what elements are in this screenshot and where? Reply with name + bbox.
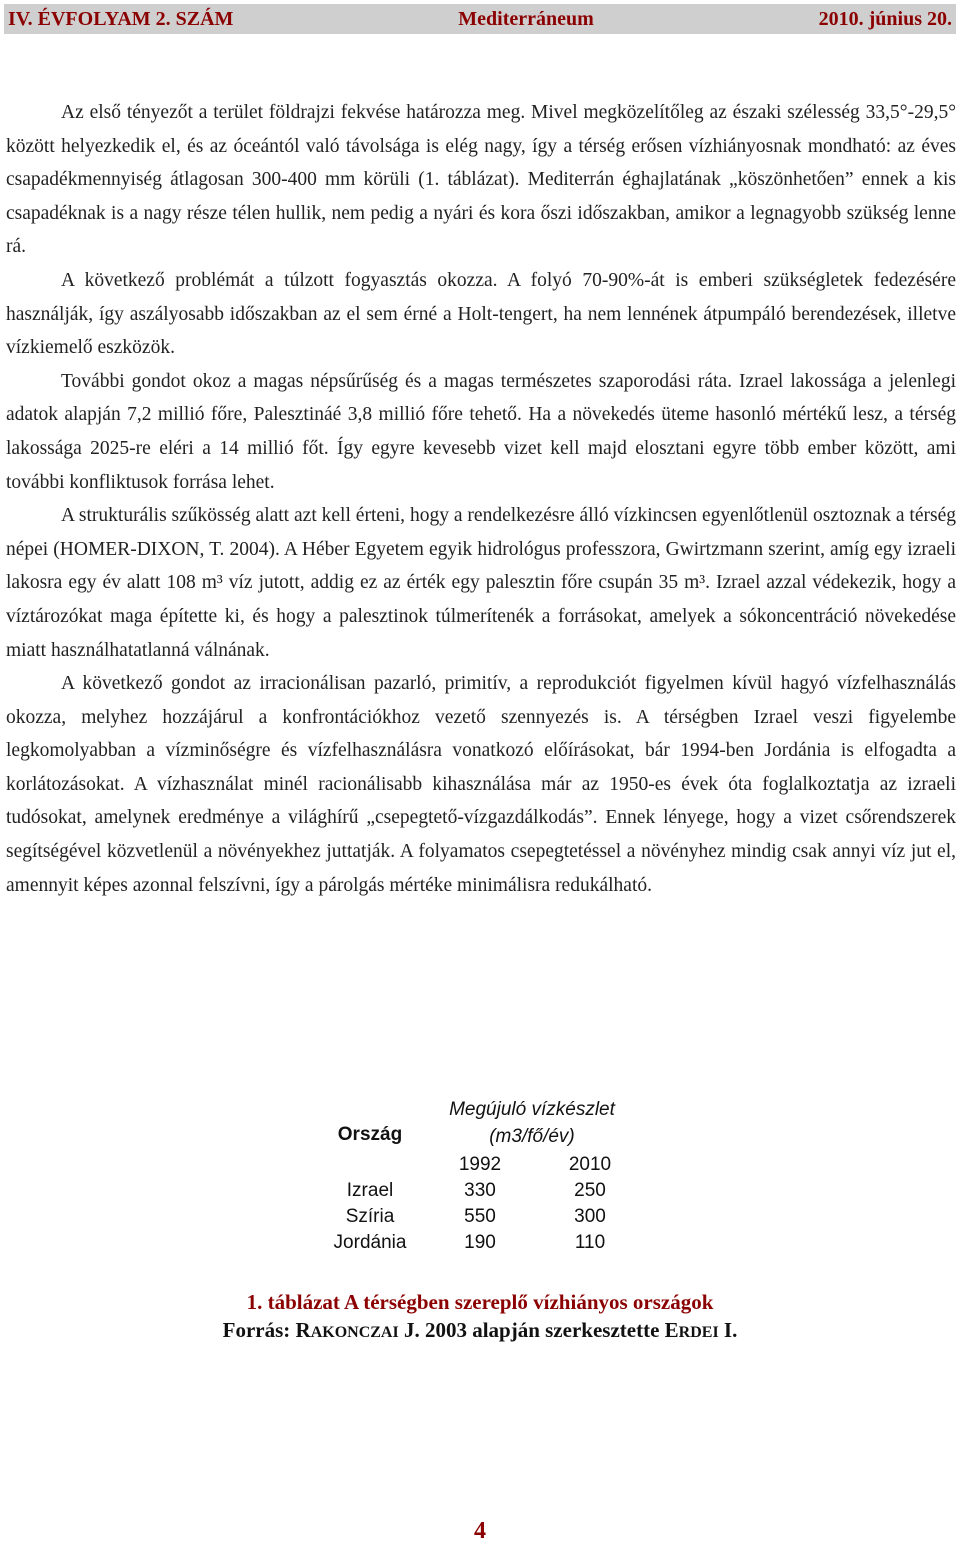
table-year-1992: 1992	[458, 1154, 502, 1175]
page-number: 4	[474, 1518, 486, 1544]
table-row	[322, 1206, 642, 1232]
paragraph: A strukturális szűkösség alatt azt kell érteni, hogy a rendelkezésre álló vízkincsen egyenlőtlenül osztoznak a térség népei (HOMER-DIXON, T. 2004). A Héber Egyetem egyik hidrológus professzora, Gwirtzmann szerint, amíg egy izraeli lakosra egy év alatt 108 m³ víz jutott, addig ez az érték egy palesztin főre csupán 35 m³. Izrael azzal védekezik, hogy a víztározókat maga építette ki, és hogy a palesztinok túlmerítenék a forrásokat, amelyek a sókoncentráció növekedése miatt használhatatlanná válnának.	[6, 505, 956, 661]
article-body	[6, 96, 956, 902]
table-cell-1992: 550	[464, 1206, 496, 1227]
table-caption: 1. táblázat A térségben szereplő vízhiányos országok	[246, 1290, 714, 1314]
table-cell-1992: 330	[464, 1180, 496, 1201]
table-cell-country: Szíria	[345, 1206, 395, 1227]
page-header	[4, 4, 956, 34]
source-author1-rest: AKONCZAI	[310, 1324, 399, 1341]
header-journal-title: Mediterráneum	[458, 7, 594, 30]
table-row	[322, 1232, 642, 1258]
source-prefix: Forrás: R	[222, 1318, 311, 1342]
table-source	[0, 1318, 960, 1343]
table-row	[322, 1180, 642, 1206]
table-year-row	[322, 1154, 642, 1180]
table-cell-1992: 190	[464, 1232, 496, 1253]
header-volume: IV. ÉVFOLYAM 2. SZÁM	[8, 7, 234, 30]
source-middle: J. 2003 alapján szerkesztette E	[398, 1318, 679, 1342]
paragraph: A következő gondot az irracionálisan pazarló, primitív, a reprodukciót figyelmen kívül hagyó vízfelhasználás okozza, melyhez hozzájárul a konfrontációkhoz vezető szennyezés is. A térségben Izrael veszi figyelembe legkomolyabban a vízminőségre és vízfelhasználásra vonatkozó előírásokat, bár 1994-ben Jordánia is elfogadta a korlátozásokat. A vízhasználat minél racionálisabb kihasználása már az 1950-es évek óta foglalkoztatja az izraeli tudósokat, amelynek eredménye a világhírű „csepegtető-vízgazdálkodás”. Ennek lényege, hogy a vizet csőrendszerek segítségével közvetlenül a növényekhez juttatják. A folyamatos csepegtetéssel a növényhez mindig csak annyi víz jut el, amennyit képes azonnal felszívni, így a párolgás mértéke minimálisra redukálható.	[6, 673, 956, 896]
paragraph: A következő problémát a túlzott fogyasztás okozza. A folyó 70-90%-át is emberi szükségletek fedezésére használják, így aszályosabb időszakban az el sem érné a Holt-tengert, ha nem lennének átpumpáló berendezések, illetve vízkiemelő eszközök.	[6, 269, 956, 359]
paragraph: További gondot okoz a magas népsűrűség és a magas természetes szaporodási ráta. Izrael lakossága a jelenlegi adatok alapján 7,2 millió főre, Palesztináé 3,8 millió főre tehető. Ha a növekedés üteme hasonló mértékű lesz, a térség lakossága 2025-re eléri a 14 millió főt. Így egyre kevesebb vizet kell majd elosztani egyre több ember között, ami további konfliktusok forrása lehet.	[6, 370, 956, 493]
table-cell-2010: 300	[574, 1206, 606, 1227]
table-year-2010: 2010	[568, 1154, 612, 1175]
source-suffix: I.	[718, 1318, 738, 1342]
table-cell-2010: 250	[574, 1180, 606, 1201]
table-value-header-line2: (m3/fő/év)	[489, 1126, 575, 1147]
table-cell-country: Jordánia	[333, 1232, 407, 1253]
header-date: 2010. június 20.	[818, 7, 952, 30]
table-value-header-line1: Megújuló vízkészlet	[449, 1099, 615, 1120]
table-value-header	[432, 1096, 632, 1150]
table-cell-country: Izrael	[346, 1180, 394, 1201]
paragraph: Az első tényezőt a terület földrajzi fekvése határozza meg. Mivel megközelítőleg az északi szélesség 33,5°-29,5° között helyezkedik el, és az óceántól való távolsága is elég nagy, így a térség erősen vízhiányosnak mondható: az éves csapadékmennyiség átlagosan 300-400 mm körüli (1. táblázat). Mediterrán éghajlatának „köszönhetően” ennek a kis csapadéknak is a nagy része télen hullik, nem pedig a nyári és kora őszi időszakban, amikor a legnagyobb szükség lenne rá.	[6, 102, 956, 258]
table-cell-2010: 110	[574, 1232, 606, 1253]
table-country-header: Ország	[337, 1124, 403, 1145]
source-author2-rest: RDEI	[678, 1324, 719, 1341]
